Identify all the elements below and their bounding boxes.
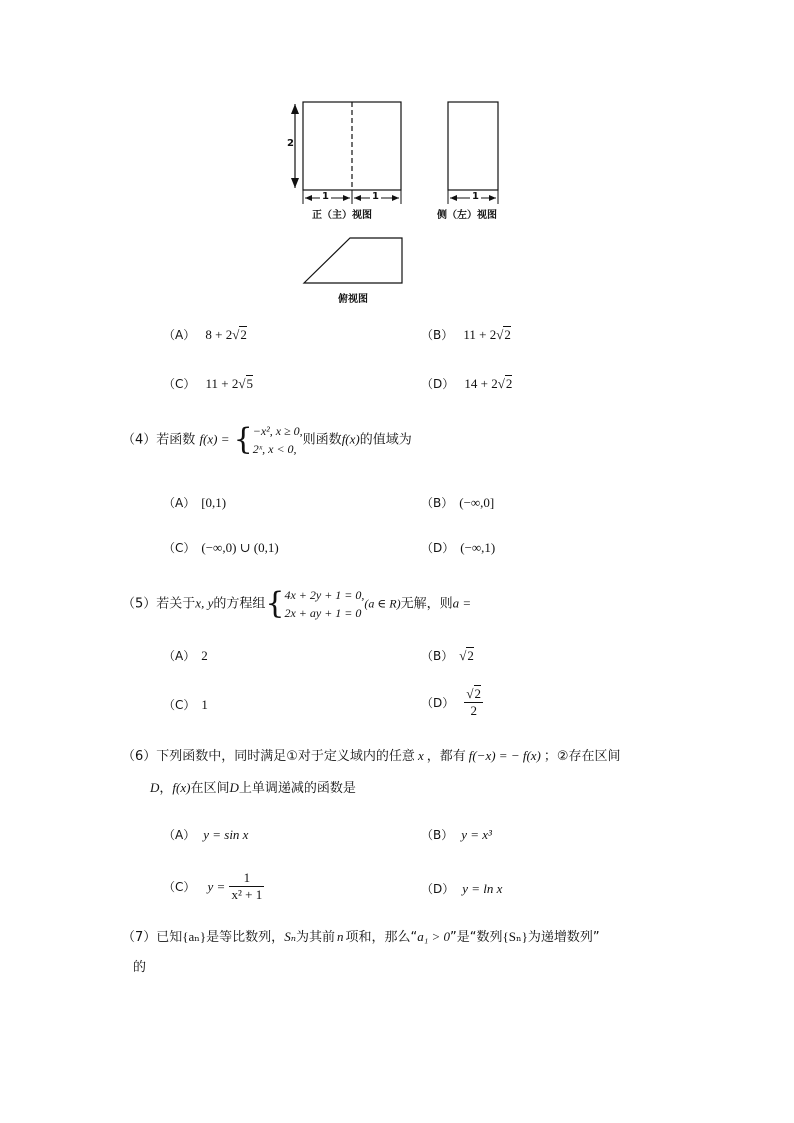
q5-option-b[interactable]: （B） √2 — [421, 648, 474, 663]
three-view-figures — [280, 92, 520, 307]
front-view-caption: 正（主）视图 — [312, 210, 372, 221]
q6-option-b[interactable]: （B） y = x³ — [421, 827, 492, 842]
top-view-caption: 俯视图 — [338, 294, 368, 305]
q6-stem-line2: D，f(x)在区间D上单调递减的函数是 — [150, 780, 356, 796]
front-view — [291, 102, 401, 204]
q3-option-c[interactable]: （C） 11 + 2√5 — [163, 376, 254, 391]
q7-stem-line1: （7）已知{aₙ}是等比数列，Sₙ为其前 n 项和，那么“a₁ > 0”是“数列{Sₙ}为递增数列” — [122, 929, 600, 945]
q6-option-c[interactable]: （C） y = $\frac{1}{\text{x² + 1}}$ — [163, 870, 263, 902]
q4-stem: （4）若函数 f(x) = { −x², x ≥ 0, 2ˣ, x < 0, 则函数f(x)的值域为 — [122, 422, 412, 457]
q5-option-c[interactable]: （C） 1 — [163, 697, 208, 712]
q4-option-c[interactable]: （C） (−∞,0) ∪ (0,1) — [163, 540, 279, 555]
side-view — [448, 102, 498, 204]
q4-option-b[interactable]: （B） (−∞,0] — [421, 495, 495, 510]
q4-option-d[interactable]: （D） (−∞,1) — [421, 540, 496, 555]
q7-stem-line2: 的 — [133, 960, 147, 975]
q5-stem: （5）若关于x, y的方程组{ 4x + 2y + 1 = 0, 2x + ay + 1 = 0 (a ∈ R)无解，则a = — [122, 586, 472, 621]
width-dimension-right-label: 1 — [372, 191, 379, 202]
side-view-caption: 侧（左）视图 — [437, 210, 497, 221]
q6-option-d[interactable]: （D） y = ln x — [421, 881, 503, 896]
q6-option-a[interactable]: （A） y = sin x — [163, 827, 249, 842]
top-view — [304, 238, 402, 283]
q5-option-d[interactable]: （D） $\frac{√2}{2}$ — [421, 686, 482, 718]
height-dimension-label: 2 — [287, 138, 294, 149]
q3-option-d[interactable]: （D） 14 + 2√2 — [421, 376, 513, 391]
q3-option-a[interactable]: （A） 8 + 2√2 — [163, 327, 247, 342]
q3-option-b[interactable]: （B） 11 + 2√2 — [421, 327, 511, 342]
q4-option-a[interactable]: （A） [0,1) — [163, 495, 227, 510]
side-width-dimension-label: 1 — [472, 191, 479, 202]
q6-stem-line1: （6）下列函数中，同时满足①对于定义域内的任意 x ，都有 f(−x) = − f(x) ；②存在区间 — [122, 748, 621, 764]
width-dimension-left-label: 1 — [322, 191, 329, 202]
q5-option-a[interactable]: （A） 2 — [163, 648, 208, 663]
